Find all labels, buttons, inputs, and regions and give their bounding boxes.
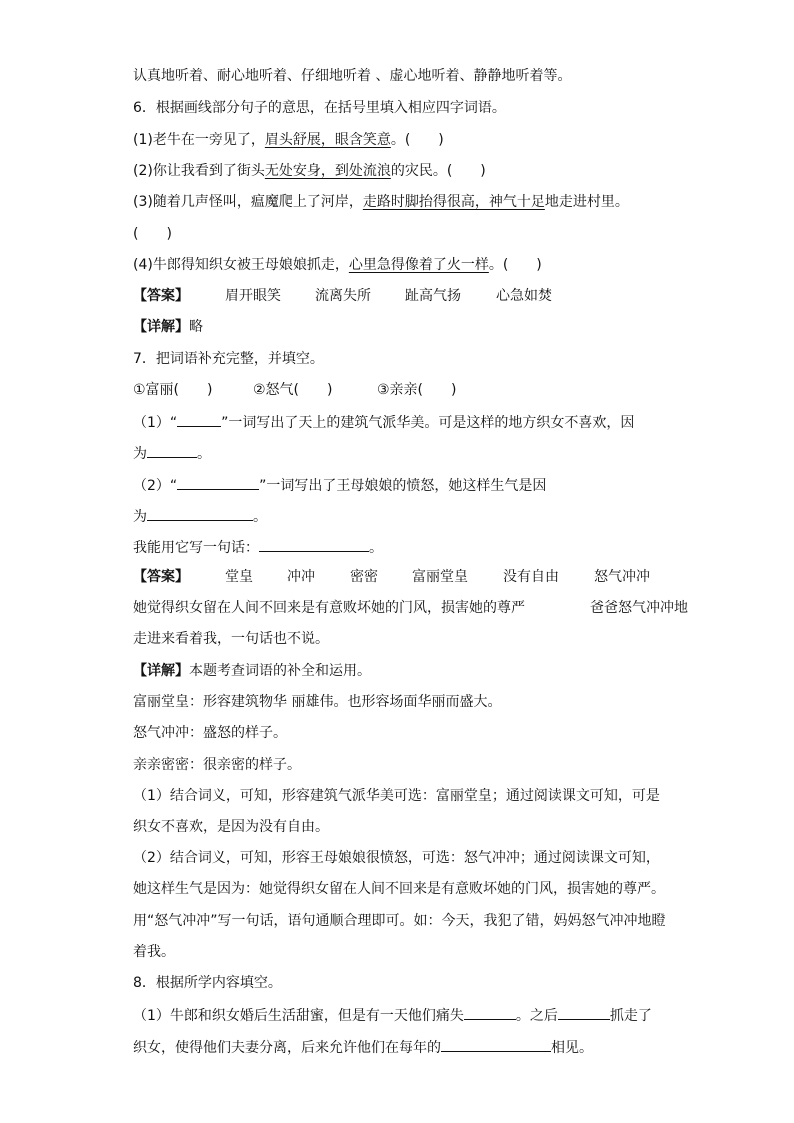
answer-word: 堂皇 xyxy=(225,569,253,585)
question-7-items xyxy=(133,381,457,399)
detail-line: 织女不喜欢，是因为没有自由。 xyxy=(133,819,329,835)
text: (4)牛郎得知织女被王母娘娘抓走， xyxy=(133,257,349,273)
fill-blank[interactable] xyxy=(259,537,369,552)
underlined-phrase: 走路时脚抬得很高，神气十足 xyxy=(362,194,545,210)
answer-word: 富丽堂皇 xyxy=(412,569,468,585)
fill-blank[interactable] xyxy=(558,1005,610,1020)
question-8-sub-1 xyxy=(133,1005,652,1025)
text: 相见。 xyxy=(551,1040,593,1056)
answer-word: 眉开眼笑 xyxy=(225,288,281,304)
detail-line: 富丽堂皇：形容建筑物华 丽雄伟。也形容场面华丽而盛大。 xyxy=(133,694,502,710)
detail-line: （1）结合词义，可知，形容建筑气派华美可选：富丽堂皇；通过阅读课文可知，可是 xyxy=(133,788,660,804)
answer-word: 趾高气扬 xyxy=(405,288,461,304)
text: ”一词写出了天上的建筑气派华美。可是这样的地方织女不喜欢，因 xyxy=(221,415,635,431)
answer-paren: 的灾民。( ) xyxy=(390,163,486,179)
question-8-title: 8．根据所学内容填空。 xyxy=(133,975,282,991)
detail-line: 用“怒气冲冲”写一句话，语句通顺合理即可。如：今天，我犯了错，妈妈怒气冲冲地瞪 xyxy=(133,913,666,929)
answer-label: 【答案】 xyxy=(133,569,189,585)
underlined-phrase: 眉头舒展，眼含笑意 xyxy=(264,132,391,148)
question-8-sub-1-cont xyxy=(133,1037,593,1057)
text: 。 xyxy=(369,540,383,556)
fill-blank[interactable] xyxy=(441,1037,551,1052)
text: 地走进村里。 xyxy=(544,194,629,210)
question-7-answer-cont: 走进来看着我，一句话也不说。 xyxy=(133,631,329,647)
text: (2)你让我看到了街头 xyxy=(133,163,265,179)
answer-word: 密密 xyxy=(350,569,378,585)
text: 。 xyxy=(197,446,211,462)
text: ”一词写出了王母娘娘的愤怒，她这样生气是因 xyxy=(259,478,547,494)
question-7-sub-2 xyxy=(133,475,546,495)
answer-word: 心急如焚 xyxy=(496,288,552,304)
answer-text: 她觉得织女留在人间不回来是有意败坏她的门风，损害她的尊严 xyxy=(133,600,525,616)
text: （1）“ xyxy=(133,415,178,431)
underlined-phrase: 无处安身，到处流浪 xyxy=(264,163,391,179)
text: 我能用它写一句话： xyxy=(133,540,259,556)
text-line: 认真地听着、耐心地听着、仔细地听着 、虚心地听着、静静地听着等。 xyxy=(133,68,572,84)
question-7-detail xyxy=(133,662,371,680)
word-item: ①富丽( ) xyxy=(133,382,213,398)
answer-paren: 。( ) xyxy=(488,257,542,273)
detail-label: 【详解】 xyxy=(133,319,189,335)
text: 为 xyxy=(133,509,147,525)
fill-blank[interactable] xyxy=(177,412,221,427)
detail-text: 本题考查词语的补全和运用。 xyxy=(189,663,371,679)
question-6-title: 6．根据画线部分句子的意思，在括号里填入相应四字词语。 xyxy=(133,100,506,116)
fill-blank[interactable] xyxy=(177,475,259,490)
detail-text: 略 xyxy=(189,319,203,335)
question-7-sub-1-cont xyxy=(133,443,211,463)
question-7-title: 7．把词语补充完整，并填空。 xyxy=(133,351,324,367)
text: 抓走了 xyxy=(609,1008,652,1024)
question-6-item-4 xyxy=(133,256,542,274)
text: （1）牛郎和织女婚后生活甜蜜，但是有一天他们痛失 xyxy=(133,1008,464,1024)
text: 。 xyxy=(253,509,267,525)
text: （2）“ xyxy=(133,478,178,494)
question-7-sub-3 xyxy=(133,537,383,557)
detail-line: （2）结合词义，可知，形容王母娘娘很愤怒，可选：怒气冲冲；通过阅读课文可知， xyxy=(133,850,660,866)
answer-paren: ( ) xyxy=(133,226,172,242)
text: 为 xyxy=(133,446,147,462)
detail-line: 亲亲密密：很亲密的样子。 xyxy=(133,757,301,773)
question-7-answer xyxy=(133,568,650,586)
fill-blank[interactable] xyxy=(147,506,253,521)
detail-label: 【详解】 xyxy=(133,663,189,679)
answer-word: 没有自由 xyxy=(503,569,559,585)
question-7-answer-cont xyxy=(133,599,688,617)
answer-word: 怒气冲冲 xyxy=(594,569,650,585)
text: (1)老牛在一旁见了， xyxy=(133,132,265,148)
detail-line: 着我。 xyxy=(133,944,175,960)
text: 。之后 xyxy=(515,1008,558,1024)
question-6-item-3 xyxy=(133,193,629,211)
detail-line: 怒气冲冲：盛怒的样子。 xyxy=(133,725,287,741)
fill-blank[interactable] xyxy=(464,1005,516,1020)
fill-blank[interactable] xyxy=(147,443,197,458)
answer-label: 【答案】 xyxy=(133,288,189,304)
underlined-phrase: 心里急得像着了火一样 xyxy=(348,257,489,273)
question-6-item-1 xyxy=(133,131,444,149)
text: 织女，使得他们夫妻分离，后来允许他们在每年的 xyxy=(133,1040,441,1056)
question-7-sub-2-cont xyxy=(133,506,267,526)
answer-text: 爸爸怒气冲冲地 xyxy=(590,600,688,616)
question-6-item-2 xyxy=(133,162,486,180)
answer-word: 流离失所 xyxy=(315,288,371,304)
answer-word: 冲冲 xyxy=(287,569,315,585)
word-item: ②怒气( ) xyxy=(253,382,333,398)
question-7-sub-1 xyxy=(133,412,634,432)
text: (3)随着几声怪叫，瘟魔爬上了河岸， xyxy=(133,194,363,210)
detail-line: 她这样生气是因为：她觉得织女留在人间不回来是有意败坏她的门风，损害她的尊严。 xyxy=(133,881,665,897)
answer-paren: 。( ) xyxy=(390,132,444,148)
word-item: ③亲亲( ) xyxy=(377,382,457,398)
question-6-answer xyxy=(133,287,552,305)
question-6-detail xyxy=(133,318,203,336)
